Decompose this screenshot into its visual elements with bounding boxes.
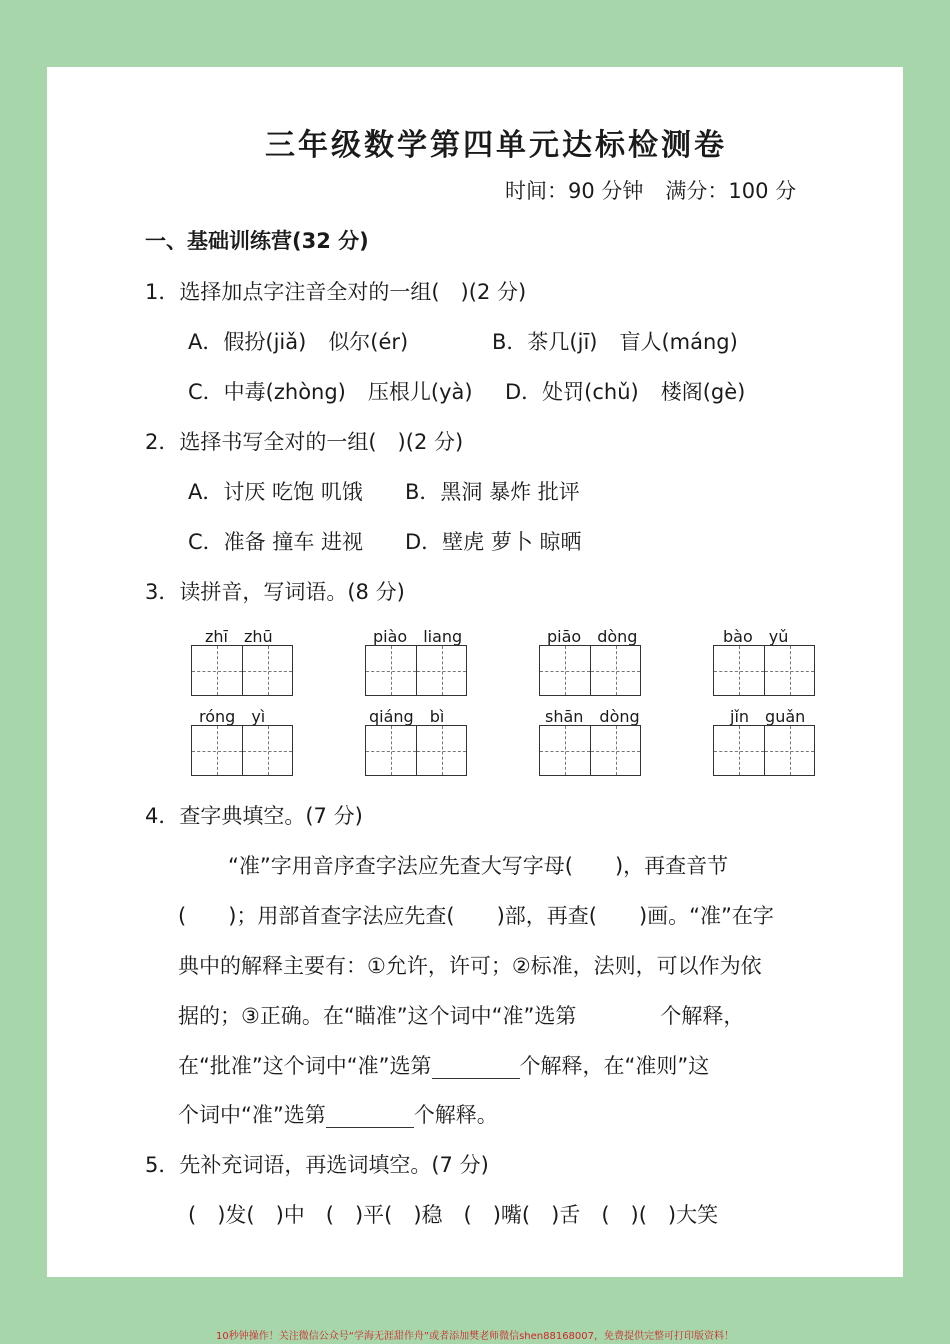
q4-line-6 [178,1099,498,1129]
writing-grid[interactable] [191,725,293,776]
time-limit: 时间：90 分钟 [505,179,644,203]
option-word: 似尔(ér) [328,330,409,354]
q2-option-a: A．讨厌 吃饱 叽饿 [188,480,363,504]
pinyin-label: shān dòng [545,707,640,726]
pinyin-label: piào liang [373,627,463,646]
q2-option-d: D．壁虎 萝卜 晾晒 [405,530,582,554]
pinyin-label: jǐn guǎn [730,707,806,726]
option-word: 楼阁(gè) [660,380,746,404]
q1-option-c [188,376,473,406]
q2-option-b: B．黑洞 暴炸 批评 [405,480,580,504]
option-label: C． [188,380,224,404]
option-word: 假扮(jiǎ) [223,330,307,354]
answer-blank[interactable] [326,1103,414,1128]
pinyin-label: zhī zhū [205,627,273,646]
option-word: 茶几(jī) [527,330,598,354]
option-label: A． [188,330,224,354]
writing-grid[interactable] [713,645,815,696]
q4-line-3: 典中的解释主要有：①允许，许可；②标准，法则，可以作为依 [178,954,762,978]
answer-blank[interactable] [432,1054,520,1079]
writing-grid[interactable] [713,725,815,776]
q4-line-5 [178,1050,709,1080]
q4-line-6-end: 个解释。 [413,1103,498,1127]
q1-option-a [188,326,408,356]
option-word: 中毒(zhòng) [223,380,346,404]
question-4: 4．查字典填空。(7 分) [145,804,363,828]
exam-meta [505,175,796,205]
writing-grid[interactable] [539,725,641,776]
pinyin-label: bào yǔ [723,627,789,646]
q4-line-5-end: 个解释，在“准则”这 [519,1054,710,1078]
footer-note: 10秒钟操作！关注微信公众号“学海无涯甜作舟”或者添加樊老师微信shen88168007，免费提供完整可打印版资料！ [215,1331,735,1342]
q4-line-5-start: 在“批准”这个词中“准”选第 [178,1054,432,1078]
q4-line-6-start: 个词中“准”选第 [178,1103,326,1127]
writing-grid[interactable] [365,645,467,696]
page-title: 三年级数学第四单元达标检测卷 [265,128,727,163]
q5-line-1: ( )发( )中 ( )平( )稳 ( )嘴( )舌 ( )( )大笑 [188,1203,719,1227]
section-heading: 一、基础训练营(32 分) [145,229,369,253]
writing-grid[interactable] [539,645,641,696]
question-5: 5．先补充词语，再选词填空。(7 分) [145,1153,489,1177]
q1-option-d [505,376,745,406]
q4-line-1: “准”字用音序查字法应先查大写字母( )，再查音节 [228,854,729,878]
pinyin-label: qiáng bì [369,707,445,726]
pinyin-label: piāo dòng [547,627,638,646]
writing-grid[interactable] [365,725,467,776]
q1-option-b [492,326,738,356]
option-label: B． [492,330,528,354]
question-3: 3．读拼音，写词语。(8 分) [145,580,405,604]
q4-line-4: 据的；③正确。在“瞄准”这个词中“准”选第 个解释， [178,1004,745,1028]
q4-line-2: ( )；用部首查字法应先查( )部，再查( )画。“准”在字 [178,904,774,928]
full-score: 满分：100 分 [665,179,797,203]
option-word: 处罚(chǔ) [542,380,639,404]
pinyin-label: róng yì [199,707,266,726]
question-1: 1．选择加点字注音全对的一组( )(2 分) [145,280,527,304]
option-word: 盲人(máng) [619,330,738,354]
q2-option-c: C．准备 撞车 进视 [188,530,364,554]
question-2: 2．选择书写全对的一组( )(2 分) [145,430,464,454]
option-label: D． [505,380,543,404]
option-word: 压根儿(yà) [367,380,473,404]
writing-grid[interactable] [191,645,293,696]
